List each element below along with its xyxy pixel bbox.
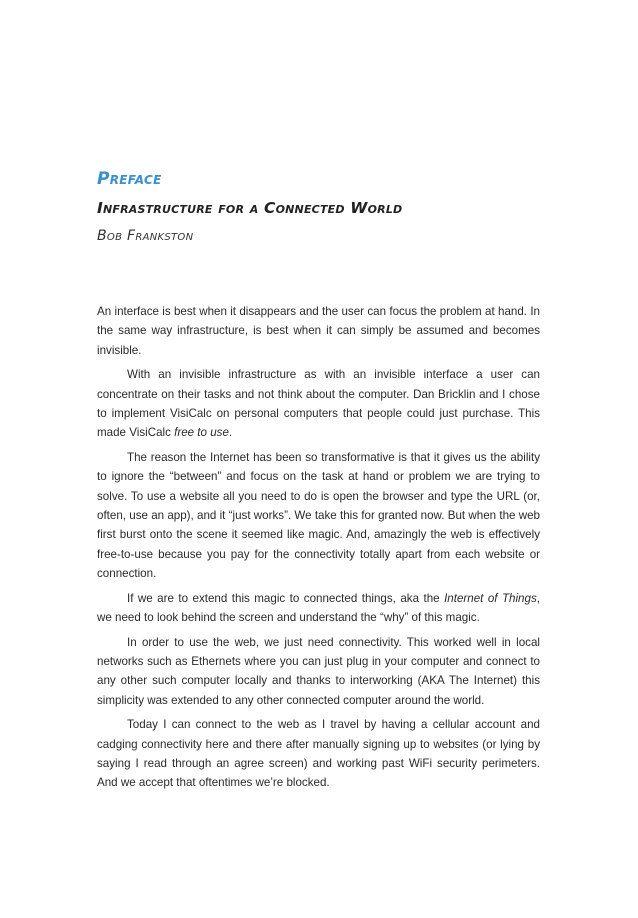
paragraph-5 <box>97 633 540 711</box>
paragraph-5-text: In order to use the web, we just need connectivity. This worked well in local networks such as Ethernets where you can just plug in your computer and connect to any other such computer locally and thanks to interworking (AKA The Internet) this simplicity was extended to any other connected computer around the world. <box>97 635 540 707</box>
body-text <box>97 302 540 798</box>
paragraph-3 <box>97 448 540 584</box>
chapter-headings <box>97 168 547 246</box>
paragraph-2-end: . <box>228 426 233 440</box>
paragraph-2 <box>97 365 540 443</box>
paragraph-4-text: If we are to extend this magic to connected things, aka the <box>127 591 445 605</box>
paragraph-6-text: Today I can connect to the web as I travel by having a cellular account and cadging connectivity here and there after manually signing up to websites (or lying by saying I read through an agree screen) and working past WiFi security perimeters. And we accept that oftentimes we’re blocked. <box>97 718 540 790</box>
paragraph-1 <box>97 302 540 360</box>
section-heading: Preface <box>97 169 162 189</box>
chapter-title: Infrastructure for a Connected World <box>97 199 403 217</box>
author-name: Bob Frankston <box>97 228 194 244</box>
paragraph-3-text: The reason the Internet has been so transformative is that it gives us the ability to ignore the “between” and focus on the task at hand or problem we are trying to solve. To use a website all you need to do is open the browser and type the URL (or, often, use an app), and it “just works”. We take this for granted now. But when the web first burst onto the scene it seemed like magic. And, amazingly the web is effectively free-to-use because you pay for the connectivity totally apart from each website or connection. <box>97 450 540 581</box>
paragraph-4-end: , we need to look behind the screen and understand the “why” of this magic. <box>97 591 540 625</box>
emphasis-free-to-use: free to use <box>174 426 229 440</box>
emphasis-internet-of-things: Internet of Things <box>444 591 537 605</box>
paragraph-6 <box>97 715 540 793</box>
paragraph-4 <box>97 589 540 628</box>
paragraph-1-text: An interface is best when it disappears and the user can focus the problem at hand. In the same way infrastructure, is best when it can simply be assumed and becomes invisible. <box>97 305 540 357</box>
paragraph-2-text: With an invisible infrastructure as with an invisible interface a user can concentrate on their tasks and not think about the computer. Dan Bricklin and I chose to implement VisiCalc on personal computers that people could just purchase. This made VisiCalc <box>97 368 540 440</box>
